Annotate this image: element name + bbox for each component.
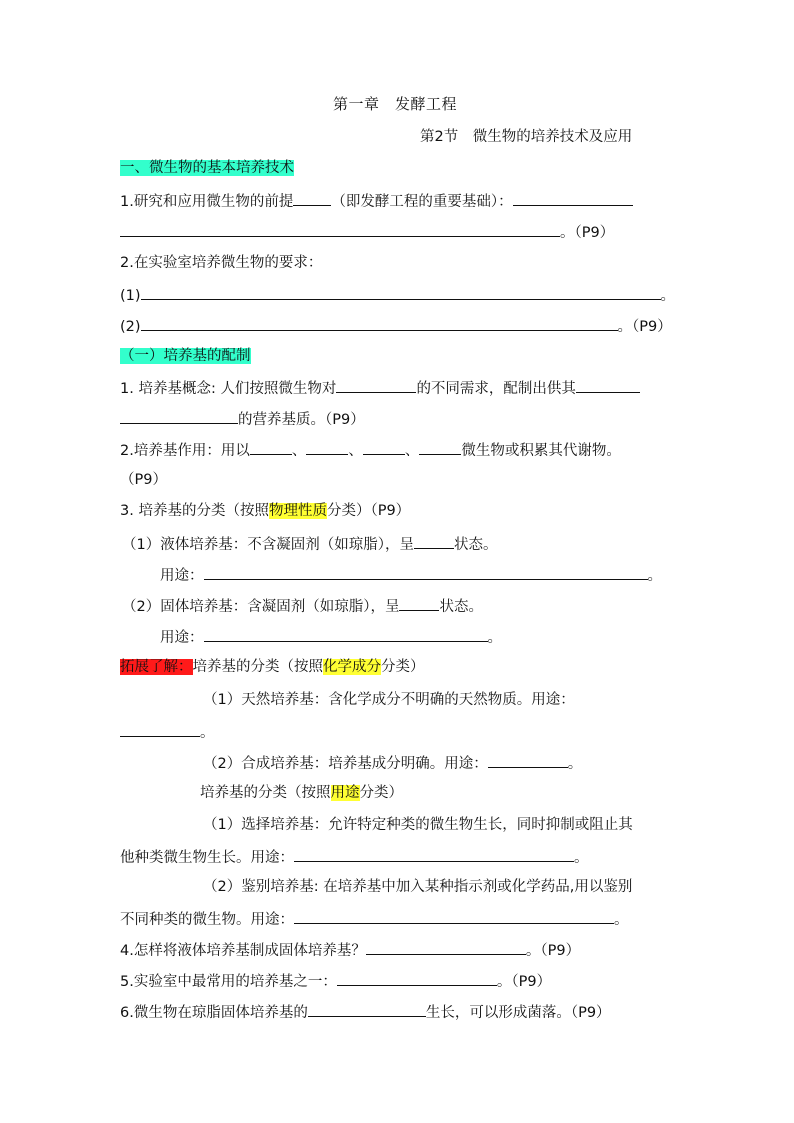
text: 分类） — [381, 659, 425, 675]
extension-heading — [120, 657, 425, 677]
question-2: 2.在实验室培养微生物的要求： — [120, 255, 323, 271]
text: 2.培养基作用：用以 — [120, 443, 250, 459]
fill-blank[interactable] — [576, 377, 640, 393]
fill-blank[interactable] — [399, 595, 439, 611]
text: 分类） — [359, 785, 403, 801]
fill-blank[interactable] — [306, 439, 348, 455]
section-heading-basic-techniques — [120, 158, 294, 178]
punctuation: 。 — [200, 725, 215, 741]
text: （1）液体培养基：不含凝固剂（如琼脂），呈 — [122, 537, 414, 553]
text: 、 — [291, 443, 307, 459]
text: 1. 培养基概念: 人们按照微生物对 — [120, 381, 337, 397]
fill-blank[interactable] — [414, 533, 454, 549]
differential-medium-line-2 — [120, 908, 629, 930]
question-5 — [120, 970, 551, 992]
text: 生长，可以形成菌落。（P9） — [425, 1005, 611, 1021]
punctuation: 。 — [647, 568, 662, 584]
question-text: （即发酵工程的重要基础）： — [331, 194, 513, 210]
punctuation: 。 — [660, 288, 676, 304]
point-2-line-1 — [120, 439, 621, 461]
question-1-line-1 — [120, 190, 633, 212]
fill-blank[interactable] — [120, 721, 200, 737]
solid-medium — [122, 595, 483, 617]
punctuation: 。 — [614, 912, 629, 928]
fill-blank[interactable] — [337, 970, 497, 986]
use-label: 用途： — [160, 568, 204, 584]
heading-text: 一、微生物的基本培养技术 — [120, 160, 294, 176]
selective-medium-line-2 — [120, 846, 589, 868]
text: 培养基的分类（按照 — [200, 785, 331, 801]
fill-blank[interactable] — [336, 377, 416, 393]
text: 6.微生物在琼脂固体培养基的 — [120, 1005, 308, 1021]
point-1-line-1 — [120, 377, 640, 399]
point-3 — [120, 501, 410, 521]
text: 5.实验室中最常用的培养基之一： — [120, 974, 337, 990]
item-number: (2) — [120, 319, 141, 335]
question-1-line-2 — [120, 221, 614, 243]
use-label: 用途： — [160, 630, 204, 646]
page-ref: 。（P9） — [617, 319, 672, 335]
question-2-item-1 — [120, 284, 675, 306]
item-number: (1) — [120, 288, 141, 304]
text: 4.怎样将液体培养基制成固体培养基？ — [120, 943, 366, 959]
fill-blank[interactable] — [513, 190, 633, 206]
text: （2）合成培养基：培养基成分明确。用途： — [203, 756, 488, 772]
question-text: 1.研究和应用微生物的前提 — [120, 194, 294, 210]
solid-medium-use — [160, 626, 502, 648]
punctuation: 。 — [487, 630, 502, 646]
fill-blank[interactable] — [204, 564, 648, 580]
natural-medium-use — [120, 721, 215, 743]
fill-blank[interactable] — [366, 939, 526, 955]
text: 他种类微生物生长。用途： — [120, 850, 294, 866]
fill-blank[interactable] — [419, 439, 461, 455]
classification-by-use — [200, 783, 403, 803]
fill-blank[interactable] — [120, 221, 560, 237]
point-1-line-2 — [120, 408, 365, 430]
fill-blank[interactable] — [141, 315, 618, 331]
text: 3. 培养基的分类（按照 — [120, 503, 269, 519]
differential-medium-line-1: （2）鉴别培养基: 在培养基中加入某种指示剂或化学药品,用以鉴别 — [203, 879, 633, 895]
fill-blank[interactable] — [363, 439, 405, 455]
page-ref: 。（P9） — [496, 974, 552, 990]
question-6 — [120, 1001, 611, 1023]
heading-text: （一）培养基的配制 — [120, 348, 251, 364]
text: 分类）（P9） — [326, 503, 411, 519]
punctuation: 。 — [567, 756, 583, 772]
text: 、 — [404, 443, 420, 459]
synthetic-medium — [203, 752, 582, 774]
text: 不同种类的微生物。用途： — [120, 912, 294, 928]
question-4 — [120, 939, 580, 961]
text: 微生物或积累其代谢物。 — [461, 443, 621, 459]
page-ref: 。（P9） — [525, 943, 581, 959]
text: 的不同需求，配制出供其 — [416, 381, 576, 397]
selective-medium-line-1: （1）选择培养基：允许特定种类的微生物生长，同时抑制或阻止其 — [203, 817, 633, 833]
section-title: 第2节 微生物的培养技术及应用 — [420, 129, 633, 145]
natural-medium: （1）天然培养基：含化学成分不明确的天然物质。用途： — [203, 692, 575, 708]
point-2-line-2: （P9） — [120, 472, 167, 488]
text: 状态。 — [439, 599, 483, 615]
fill-blank[interactable] — [204, 626, 488, 642]
highlighted-term: 用途 — [330, 785, 360, 801]
section-heading-medium-prep — [120, 346, 251, 366]
liquid-medium — [122, 533, 497, 555]
fill-blank[interactable] — [141, 284, 661, 300]
punctuation: 。 — [574, 850, 589, 866]
fill-blank[interactable] — [250, 439, 292, 455]
fill-blank[interactable] — [294, 846, 574, 862]
text: 状态。 — [453, 537, 498, 553]
page-ref: 。（P9） — [560, 225, 615, 241]
fill-blank[interactable] — [488, 752, 568, 768]
text: 、 — [348, 443, 363, 459]
chapter-title: 第一章 发酵工程 — [333, 95, 458, 113]
fill-blank[interactable] — [308, 1001, 426, 1017]
fill-blank[interactable] — [120, 408, 238, 424]
highlighted-term: 物理性质 — [268, 503, 327, 519]
fill-blank[interactable] — [294, 908, 614, 924]
text: 培养基的分类（按照 — [192, 659, 323, 675]
liquid-medium-use — [160, 564, 662, 586]
fill-blank[interactable] — [293, 190, 331, 206]
question-2-item-2 — [120, 315, 672, 337]
extension-label: 拓展了解： — [120, 659, 193, 675]
text: 的营养基质。（P9） — [238, 412, 365, 428]
text: （2）固体培养基：含凝固剂（如琼脂），呈 — [122, 599, 400, 615]
highlighted-term: 化学成分 — [323, 659, 381, 675]
